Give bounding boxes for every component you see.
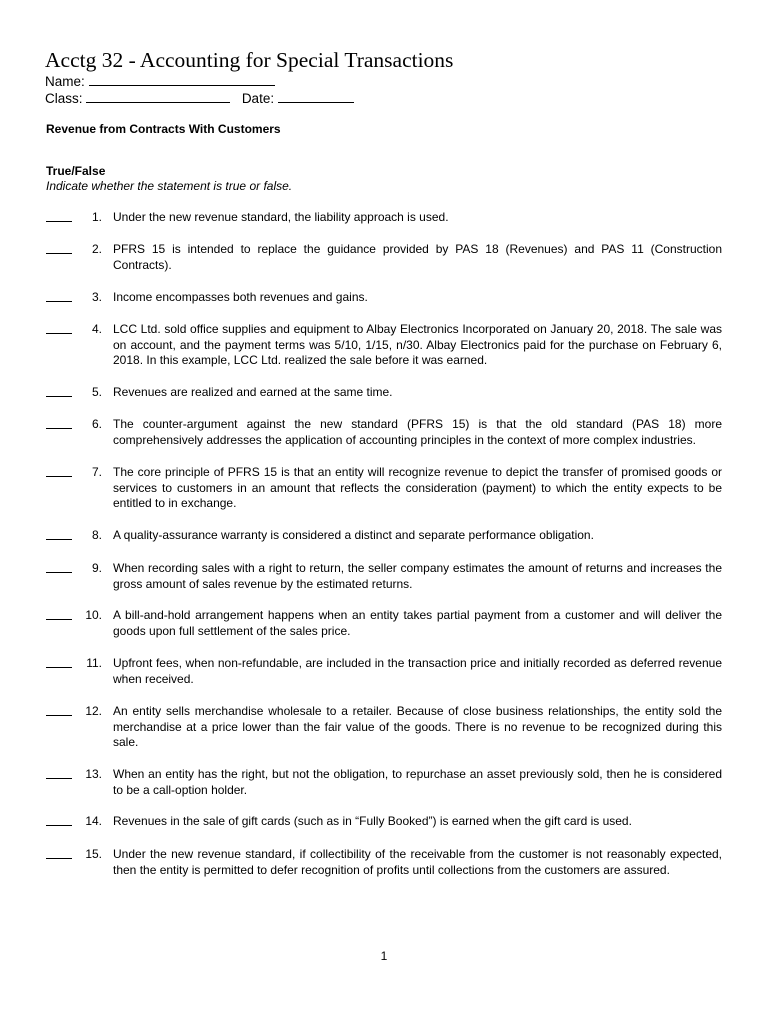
answer-blank[interactable]	[46, 221, 72, 222]
question-text: Revenues are realized and earned at the same time.	[113, 385, 393, 399]
question-number: 13.	[85, 767, 102, 781]
question-text: The counter-argument against the new standard (PFRS 15) is that the old standard (PAS 18) more comprehensively addresses the application of accounting principles in the context of more complex industries.	[113, 417, 722, 447]
question-number: 3.	[91, 290, 102, 304]
question-text: PFRS 15 is intended to replace the guidance provided by PAS 18 (Revenues) and PAS 11 (Construction Contracts).	[113, 242, 722, 272]
answer-blank[interactable]	[46, 428, 72, 429]
question-number: 6.	[91, 417, 102, 431]
question-text: An entity sells merchandise wholesale to a retailer. Because of close business relationships, the entity sold the merchandise at a price lower than the fair value of the goods. There is no revenue to be recognized during this sale.	[113, 704, 722, 749]
question-text: Under the new revenue standard, the liability approach is used.	[113, 210, 449, 224]
question-text: Upfront fees, when non-refundable, are included in the transaction price and initially recorded as deferred revenue when received.	[113, 656, 722, 686]
page-title: Acctg 32 - Accounting for Special Transactions	[45, 48, 454, 72]
question-number: 9.	[91, 561, 102, 575]
answer-blank[interactable]	[46, 333, 72, 334]
question-number: 15.	[85, 847, 102, 861]
question-number: 7.	[91, 465, 102, 479]
question-number: 5.	[91, 385, 102, 399]
answer-blank[interactable]	[46, 858, 72, 859]
question-number: 11.	[86, 656, 102, 670]
answer-blank[interactable]	[46, 539, 72, 540]
question-text: The core principle of PFRS 15 is that an entity will recognize revenue to depict the transfer of promised goods or services to customers in an amount that reflects the consideration (payment) to which the entity expects to be entitled to in exchange.	[113, 465, 722, 510]
question-text: A bill-and-hold arrangement happens when an entity takes partial payment from a customer and will deliver the goods upon full settlement of the sales price.	[113, 608, 722, 638]
question-text: LCC Ltd. sold office supplies and equipment to Albay Electronics Incorporated on January 20, 2018. The sale was on account, and the payment terms was 5/10, 1/15, n/30. Albay Electronics paid for the purchase on February 6, 2018. In this example, LCC Ltd. realized the sale before it was earned.	[113, 322, 722, 367]
class-label: Class:	[45, 91, 83, 106]
question-text: When an entity has the right, but not the obligation, to repurchase an asset previously sold, then he is considered to be a call-option holder.	[113, 767, 722, 797]
answer-blank[interactable]	[46, 667, 72, 668]
question-text: Income encompasses both revenues and gains.	[113, 290, 368, 304]
true-false-instruction: Indicate whether the statement is true or false.	[46, 179, 293, 193]
question-text: A quality-assurance warranty is considered a distinct and separate performance obligation.	[113, 528, 594, 542]
answer-blank[interactable]	[46, 476, 72, 477]
page-number: 1	[380, 949, 388, 963]
answer-blank[interactable]	[46, 825, 72, 826]
answer-blank[interactable]	[46, 778, 72, 779]
question-number: 4.	[91, 322, 102, 336]
question-text: When recording sales with a right to return, the seller company estimates the amount of returns and increases the gross amount of sales revenue by the estimated returns.	[113, 561, 722, 591]
answer-blank[interactable]	[46, 253, 72, 254]
name-label: Name:	[45, 74, 85, 89]
section-title: Revenue from Contracts With Customers	[46, 122, 281, 136]
true-false-heading: True/False	[46, 164, 106, 178]
question-number: 10.	[85, 608, 102, 622]
answer-blank[interactable]	[46, 619, 72, 620]
date-label: Date:	[241, 91, 275, 106]
question-text: Under the new revenue standard, if collectibility of the receivable from the customer is not reasonably expected, then the entity is permitted to defer recognition of profits until collections from the customers are assured.	[113, 847, 722, 877]
answer-blank[interactable]	[46, 572, 72, 573]
question-number: 2.	[91, 242, 102, 256]
question-number: 8.	[91, 528, 102, 542]
question-number: 14.	[85, 814, 102, 828]
answer-blank[interactable]	[46, 301, 72, 302]
answer-blank[interactable]	[46, 396, 72, 397]
question-number: 1.	[91, 210, 102, 224]
answer-blank[interactable]	[46, 715, 72, 716]
question-text: Revenues in the sale of gift cards (such as in “Fully Booked”) is earned when the gift card is used.	[113, 814, 632, 828]
question-number: 12.	[85, 704, 102, 718]
